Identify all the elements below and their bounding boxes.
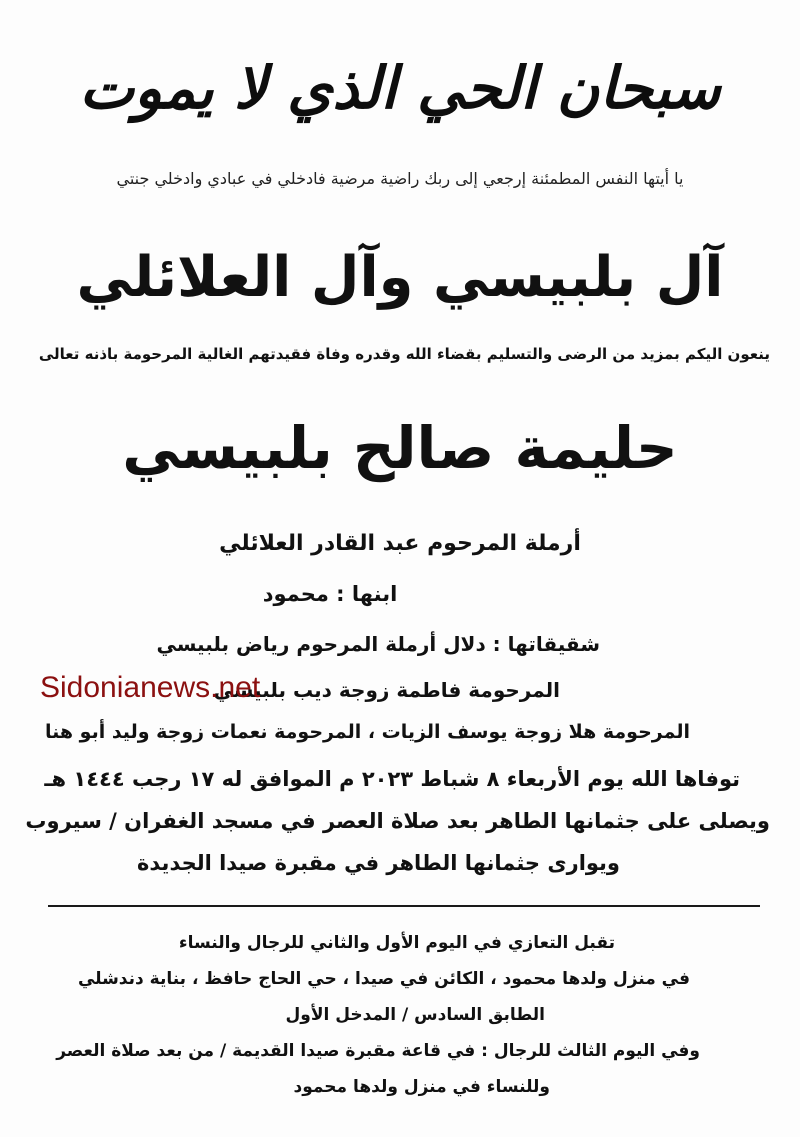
death-date-line: توفاها الله يوم الأربعاء ٨ شباط ٢٠٢٣ م الموافق له ١٧ رجب ١٤٤٤ هـ bbox=[44, 767, 740, 791]
families-title: آل بلبيسي وآل العلائلي bbox=[76, 245, 724, 310]
sisters-line-3: المرحومة هلا زوجة يوسف الزيات ، المرحومة نعمات زوجة وليد أبو هنا bbox=[44, 721, 690, 743]
funeral-prayer-line: ويصلى على جثمانها الطاهر بعد صلاة العصر في مسجد الغفران / سيروب bbox=[25, 809, 770, 833]
site-watermark: Sidonianews.net bbox=[40, 671, 261, 704]
condolences-line-4: وفي اليوم الثالث للرجال : في قاعة مقبرة صيدا القديمة / من بعد صلاة العصر bbox=[56, 1041, 700, 1061]
widow-of-line: أرملة المرحوم عبد القادر العلائلي bbox=[219, 531, 581, 556]
calligraphy-header: سبحان الحي الذي لا يموت bbox=[79, 54, 721, 122]
deceased-name: حليمة صالح بلبيسي bbox=[122, 414, 678, 482]
condolences-line-2: في منزل ولدها محمود ، الكائن في صيدا ، حي الحاج حافظ ، بناية دندشلي bbox=[77, 969, 690, 989]
condolences-line-5: وللنساء في منزل ولدها محمود bbox=[293, 1077, 550, 1097]
section-divider bbox=[48, 905, 760, 907]
condolences-line-3: الطابق السادس / المدخل الأول bbox=[285, 1005, 545, 1025]
quran-verse: يا أيتها النفس المطمئنة إرجعي إلى ربك راضية مرضية فادخلي في عبادي وادخلي جنتي bbox=[116, 169, 684, 188]
announcement-text: ينعون اليكم بمزيد من الرضى والتسليم بقضاء الله وقدره وفاة فقيدتهم الغالية المرحومة باذنه تعالى bbox=[38, 345, 770, 363]
burial-line: ويوارى جثمانها الطاهر في مقبرة صيدا الجديدة bbox=[137, 851, 620, 875]
condolences-line-1: تقبل التعازي في اليوم الأول والثاني للرجال والنساء bbox=[178, 933, 615, 953]
son-line: ابنها : محمود bbox=[262, 582, 398, 606]
sisters-line-2: المرحومة فاطمة زوجة ديب بلبيسي bbox=[213, 678, 560, 702]
sisters-line-1: شقيقاتها : دلال أرملة المرحوم رياض بلبيسي bbox=[156, 632, 600, 656]
